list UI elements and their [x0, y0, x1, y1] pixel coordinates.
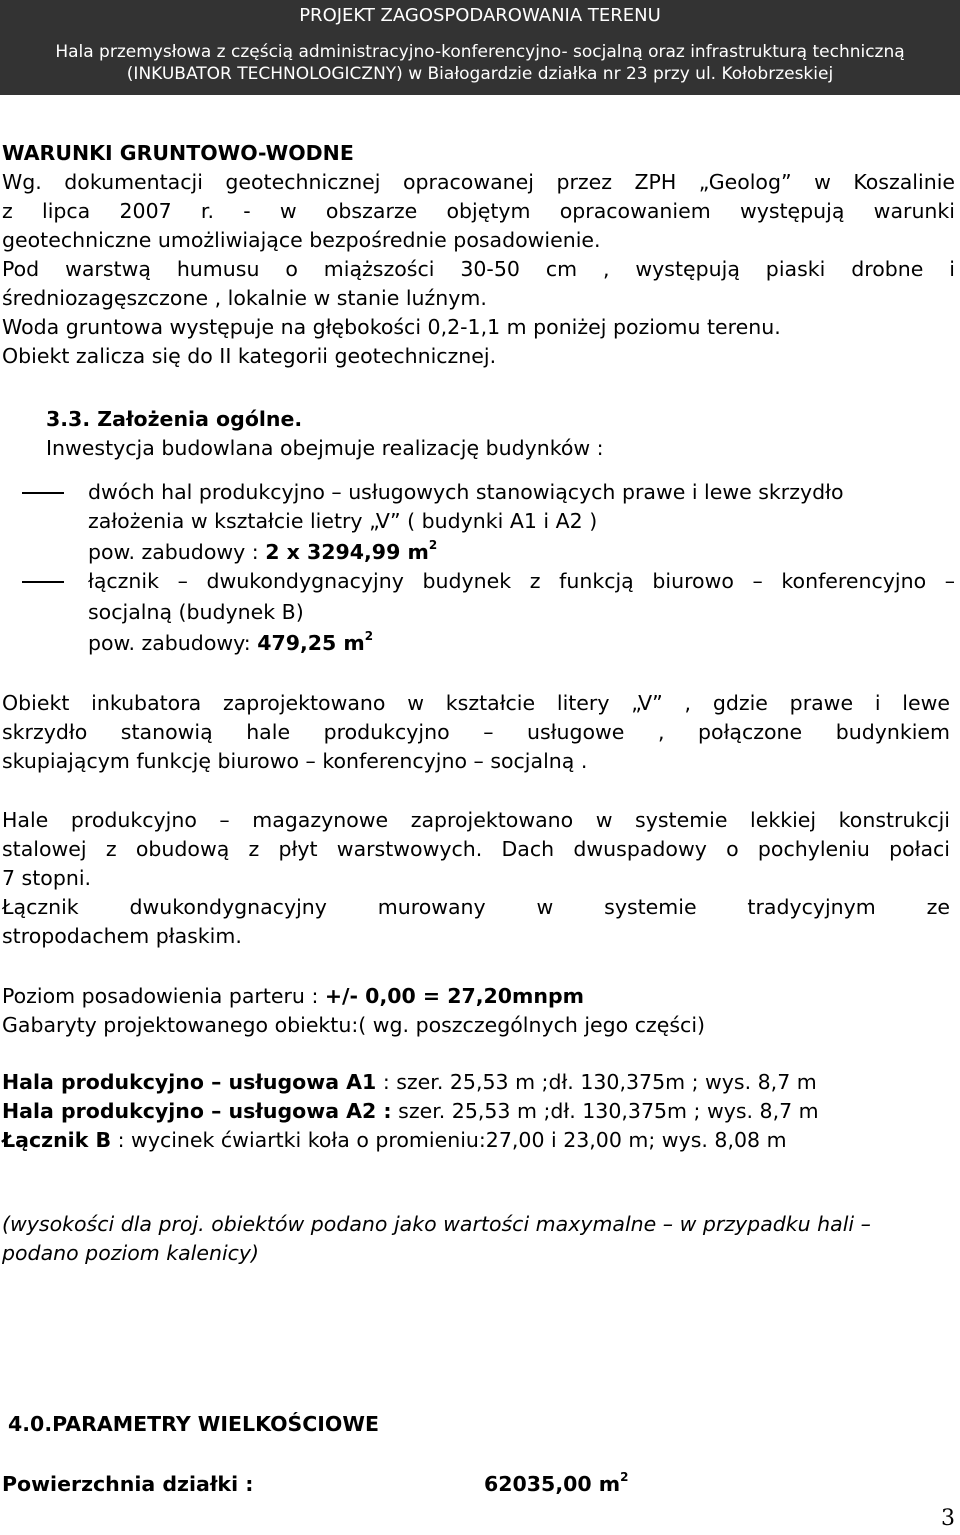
plot-area-value [484, 1470, 629, 1498]
document-header [0, 0, 960, 95]
paragraph-line: Hale produkcyjno – magazynowe zaprojektowano w systemie lekkiej konstrukcji [2, 808, 950, 832]
area-unit-exponent: 2 [428, 538, 438, 552]
header-title: PROJEKT ZAGOSPODAROWANIA TERENU [299, 5, 661, 26]
parameters-heading: 4.0.PARAMETRY WIELKOŚCIOWE [8, 1412, 379, 1436]
building-name: Hala produkcyjno – usługowa A1 [2, 1070, 377, 1094]
area-unit-exponent: 2 [620, 1470, 629, 1484]
paragraph-line: stropodachem płaskim. [2, 924, 242, 948]
dimension-row [2, 1097, 819, 1125]
building-dimensions: : wycinek ćwiartki koła o promieniu:27,00 i 23,00 m; wys. 8,08 m [111, 1128, 787, 1152]
dimension-row [2, 1126, 787, 1154]
assumptions-intro: Inwestycja budowlana obejmuje realizację budynków : [46, 436, 604, 460]
soil-line: Woda gruntowa występuje na głębokości 0,2-1,1 m poniżej poziomu terenu. [2, 315, 781, 339]
soil-line: z lipca 2007 r. - w obszarze objętym opracowaniem występują warunki [2, 199, 955, 223]
building-dimensions: : szer. 25,53 m ;dł. 130,375m ; wys. 8,7 m [376, 1070, 817, 1094]
list-item-area [88, 629, 373, 657]
area-unit-exponent: 2 [364, 629, 374, 643]
header-line-2: (INKUBATOR TECHNOLOGICZNY) w Białogardzie działka nr 23 przy ul. Kołobrzeskiej [126, 64, 834, 84]
list-item-line: dwóch hal produkcyjno – usługowych stanowiących prawe i lewe skrzydło [88, 480, 844, 504]
paragraph-line: skrzydło stanowią hale produkcyjno – usługowe , połączone budynkiem [2, 720, 950, 744]
paragraph-line: skupiającym funkcję biurowo – konferencyjno – socjalną . [2, 749, 588, 773]
area-label: pow. zabudowy : [88, 540, 266, 564]
area-label: pow. zabudowy: [88, 631, 258, 655]
ground-level-line [2, 982, 584, 1010]
list-item-area [88, 538, 437, 566]
plot-area-label: Powierzchnia działki : [2, 1472, 254, 1496]
dimensions-intro: Gabaryty projektowanego obiektu:( wg. poszczególnych jego części) [2, 1013, 706, 1037]
header-line-1: Hala przemysłowa z częścią administracyjno-konferencyjno- socjalną oraz infrastrukturą techniczną [55, 42, 905, 62]
list-bullet-dash [22, 492, 64, 494]
ground-level-value: +/- 0,00 = 27,20mnpm [324, 984, 585, 1008]
area-value: 2 x 3294,99 m [265, 540, 429, 564]
soil-line: Obiekt zalicza się do II kategorii geotechnicznej. [2, 344, 497, 368]
paragraph-line: Obiekt inkubatora zaprojektowano w kształcie litery „V” , gdzie prawe i lewe [2, 691, 950, 715]
list-item-line: łącznik – dwukondygnacyjny budynek z funkcją biurowo – konferencyjno – [88, 569, 955, 593]
paragraph-line: stalowej z obudową z płyt warstwowych. Dach dwuspadowy o pochyleniu połaci [2, 837, 950, 861]
page-number: 3 [941, 1506, 955, 1531]
area-value: 479,25 m [257, 631, 365, 655]
note-line: podano poziom kalenicy) [2, 1241, 260, 1265]
soil-line: średniozagęszczone , lokalnie w stanie luźnym. [2, 286, 487, 310]
list-bullet-dash [22, 581, 64, 583]
soil-line: Pod warstwą humusu o miąższości 30-50 cm , występują piaski drobne i [2, 257, 955, 281]
ground-level-label: Poziom posadowienia parteru : [2, 984, 325, 1008]
building-dimensions: szer. 25,53 m ;dł. 130,375m ; wys. 8,7 m [391, 1099, 819, 1123]
soil-line: geotechniczne umożliwiające bezpośrednie posadowienie. [2, 228, 601, 252]
paragraph-line: 7 stopni. [2, 866, 92, 890]
plot-area-number: 62035,00 m [484, 1472, 621, 1496]
section-heading: 3.3. Założenia ogólne. [46, 407, 303, 431]
soil-heading: WARUNKI GRUNTOWO-WODNE [2, 141, 354, 165]
soil-line: Wg. dokumentacji geotechnicznej opracowanej przez ZPH „Geolog” w Koszalinie [2, 170, 955, 194]
note-line: (wysokości dla proj. obiektów podano jako wartości maxymalne – w przypadku hali – [2, 1212, 871, 1236]
building-name: Hala produkcyjno – usługowa A2 : [2, 1099, 392, 1123]
paragraph-line: Łącznik dwukondygnacyjny murowany w systemie tradycyjnym ze [2, 895, 950, 919]
list-item-line: założenia w kształcie lietry „V” ( budynki A1 i A2 ) [88, 509, 598, 533]
dimension-row [2, 1068, 817, 1096]
list-item-line: socjalną (budynek B) [88, 600, 304, 624]
building-name: Łącznik B [2, 1128, 112, 1152]
